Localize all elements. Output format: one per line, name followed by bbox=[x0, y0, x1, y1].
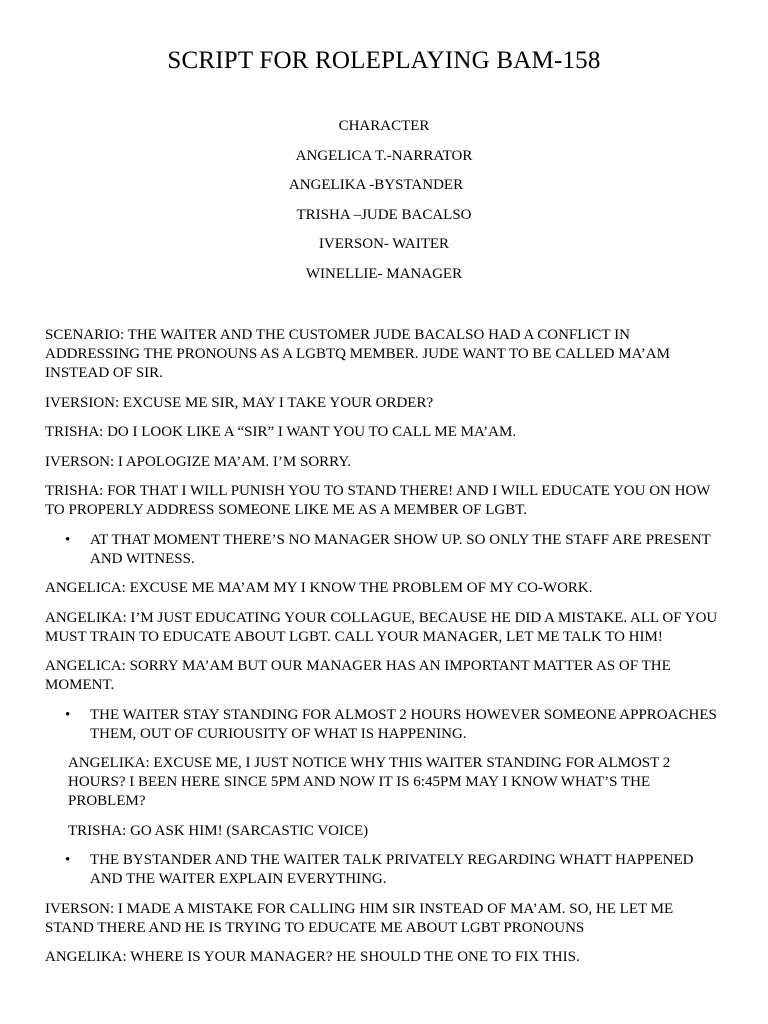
script-body bbox=[45, 326, 725, 978]
stage-direction-text: THE WAITER STAY STANDING FOR ALMOST 2 HOURS HOWEVER SOMEONE APPROACHES THEM, OUT OF CURIOUSITY OF WHAT IS HAPPENING. bbox=[90, 706, 717, 742]
dialogue-line: TRISHA: DO I LOOK LIKE A “SIR” I WANT YOU TO CALL ME MA’AM. bbox=[45, 424, 517, 440]
dialogue-line: ANGELICA: SORRY MA’AM BUT OUR MANAGER HAS AN IMPORTANT MATTER AS OF THE MOMENT. bbox=[45, 658, 671, 693]
dialogue-line: ANGELICA: EXCUSE ME MA’AM MY I KNOW THE PROBLEM OF MY CO-WORK. bbox=[45, 580, 593, 596]
dialogue-line: ANGELIKA: I’M JUST EDUCATING YOUR COLLAGUE, BECAUSE HE DID A MISTAKE. ALL OF YOU MUST TRAIN TO EDUCATE ABOUT LGBT. CALL YOUR MANAGER, LET ME TALK TO HIM! bbox=[45, 609, 718, 645]
dialogue-line: ANGELIKA: WHERE IS YOUR MANAGER? HE SHOULD THE ONE TO FIX THIS. bbox=[45, 949, 580, 965]
character-list bbox=[0, 116, 768, 294]
stage-direction-bullet bbox=[45, 531, 725, 569]
character-item: ANGELICA T.-NARRATOR bbox=[295, 147, 473, 164]
character-heading: CHARACTER bbox=[338, 118, 430, 134]
stage-direction-bullet bbox=[45, 851, 725, 889]
dialogue-line: IVERSION: EXCUSE ME SIR, MAY I TAKE YOUR ORDER? bbox=[45, 394, 434, 411]
character-item: ANGELIKA -BYSTANDER bbox=[288, 177, 464, 194]
stage-direction-text: AT THAT MOMENT THERE’S NO MANAGER SHOW UP. SO ONLY THE STAFF ARE PRESENT AND WITNESS. bbox=[90, 531, 711, 567]
dialogue-line: IVERSON: I MADE A MISTAKE FOR CALLING HIM SIR INSTEAD OF MA’AM. SO, HE LET ME STAND THERE AND HE IS TRYING TO EDUCATE ME ABOUT LGBT PRONOUNS bbox=[45, 900, 674, 936]
page-title: SCRIPT FOR ROLEPLAYING BAM-158 bbox=[167, 47, 601, 74]
scenario-paragraph: SCENARIO: THE WAITER AND THE CUSTOMER JUDE BACALSO HAD A CONFLICT IN ADDRESSING THE PRONOUNS AS A LGBTQ MEMBER. JUDE WANT TO BE CALLED MA’AM INSTEAD OF SIR. bbox=[45, 327, 670, 381]
bullet-icon: • bbox=[65, 706, 71, 723]
character-item: TRISHA –JUDE BACALSO bbox=[296, 206, 472, 223]
dialogue-line: IVERSON: I APOLOGIZE MA’AM. I’M SORRY. bbox=[45, 453, 351, 470]
bullet-icon: • bbox=[65, 531, 71, 548]
dialogue-line: ANGELIKA: EXCUSE ME, I JUST NOTICE WHY THIS WAITER STANDING FOR ALMOST 2 HOURS? I BEEN HERE SINCE 5PM AND NOW IT IS 6:45PM MAY I KNOW WHAT’S THE PROBLEM? bbox=[68, 755, 671, 809]
stage-direction-text: THE BYSTANDER AND THE WAITER TALK PRIVATELY REGARDING WHATT HAPPENED AND THE WAITER EXPLAIN EVERYTHING. bbox=[90, 852, 694, 887]
dialogue-line: TRISHA: FOR THAT I WILL PUNISH YOU TO STAND THERE! AND I WILL EDUCATE YOU ON HOW TO PROPERLY ADDRESS SOMEONE LIKE ME AS A MEMBER OF LGBT. bbox=[45, 483, 711, 518]
dialogue-line: TRISHA: GO ASK HIM! (SARCASTIC VOICE) bbox=[68, 822, 369, 839]
character-item: IVERSON- WAITER bbox=[318, 236, 450, 253]
stage-direction-bullet bbox=[45, 706, 725, 744]
bullet-icon: • bbox=[65, 852, 71, 868]
character-item: WINELLIE- MANAGER bbox=[305, 265, 463, 282]
